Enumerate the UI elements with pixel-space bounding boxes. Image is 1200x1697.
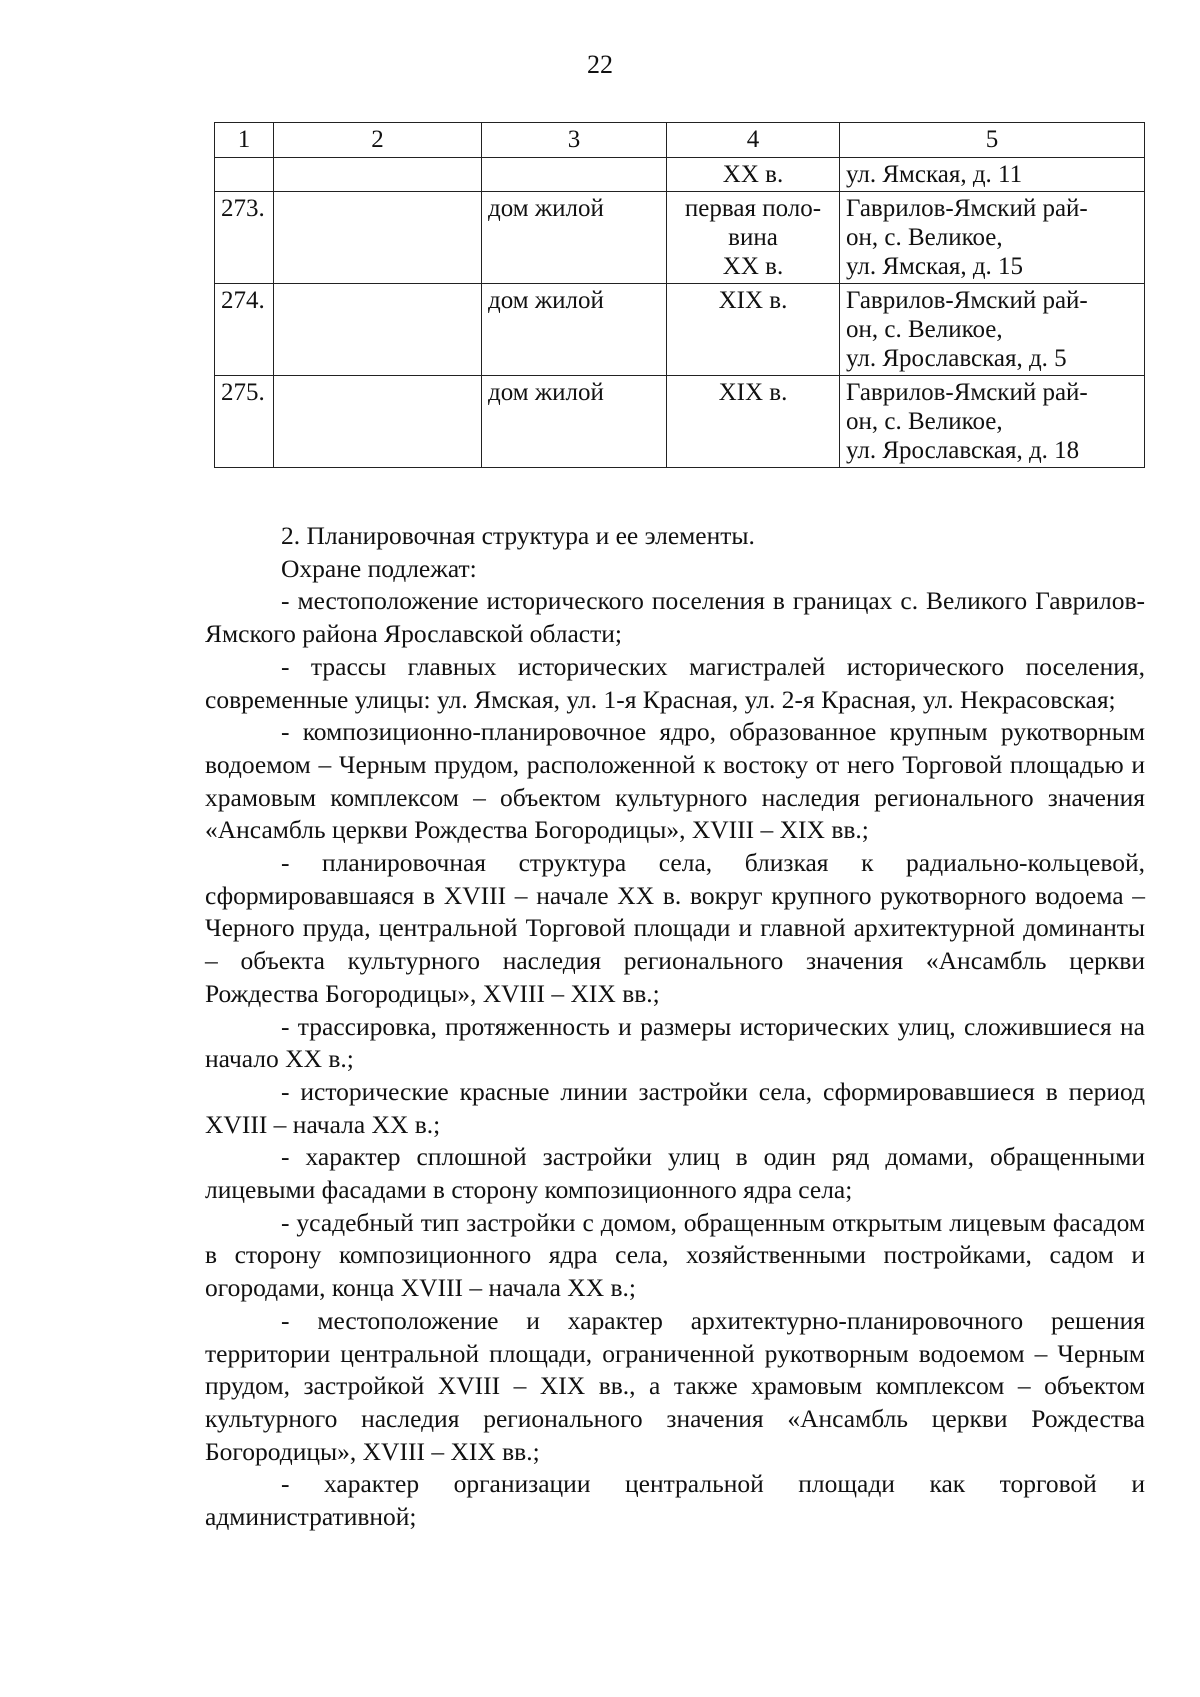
protected-element-item: - характер сплошной застройки улиц в один ряд домами, обращенными лицевыми фасадами в сторону композиционного ядра села; [205, 1142, 1145, 1205]
dating-cell [667, 192, 840, 284]
object-type-cell: дом жилой [482, 192, 667, 284]
address-cell [840, 158, 1145, 192]
table-header-row [215, 123, 1145, 158]
section-text [205, 520, 1145, 1534]
column-header-1: 1 [215, 123, 274, 158]
address-line: Гаврилов-Ямский рай- [846, 379, 1088, 406]
address-line: Гаврилов-Ямский рай- [846, 287, 1088, 314]
address-cell [840, 284, 1145, 376]
address-line: ул. Ямская, д. 11 [846, 161, 1023, 188]
table-row [215, 284, 1145, 376]
address-line: он, с. Великое, [846, 316, 1003, 343]
dating-cell [667, 158, 840, 192]
address-line: ул. Ярославская, д. 5 [846, 345, 1067, 372]
address-line: ул. Ярославская, д. 18 [846, 437, 1080, 464]
heritage-objects-table [214, 122, 1145, 468]
dating-line: первая поло- [684, 195, 822, 222]
dating-cell [667, 284, 840, 376]
column-header-3: 3 [482, 123, 667, 158]
object-type-cell [482, 158, 667, 192]
protected-element-item: - композиционно-планировочное ядро, образованное крупным рукотворным водоемом – Черным прудом, расположенной к востоку от него Торговой площадью и храмовым комплексом – объектом культурного наследия регионального значения «Ансамбль церкви Рождества Богородицы», XVIII – XIX вв.; [205, 717, 1145, 845]
protected-element-item: - исторические красные линии застройки села, сформировавшиеся в период XVIII – начала XX в.; [205, 1076, 1145, 1139]
address-line: он, с. Великое, [846, 224, 1003, 251]
column-header-2: 2 [274, 123, 482, 158]
dating-line: XX в. [722, 253, 784, 280]
protected-elements-list [205, 585, 1145, 1533]
address-line: ул. Ямская, д. 15 [846, 253, 1024, 280]
object-name-cell [274, 284, 482, 376]
address-line: Гаврилов-Ямский рай- [846, 195, 1088, 222]
object-name-cell [274, 192, 482, 284]
protected-element-item: - усадебный тип застройки с домом, обращенным открытым лицевым фасадом в сторону композиционного ядра села, хозяйственными постройками, садом и огородами, конца XVIII – начала XX в.; [205, 1207, 1145, 1303]
dating-line: XIX в. [718, 287, 788, 314]
column-header-4: 4 [667, 123, 840, 158]
protected-element-item: - трассы главных исторических магистралей исторического поселения, современные улицы: ул. Ямская, ул. 1-я Красная, ул. 2-я Красная, ул. Некрасовская; [205, 651, 1145, 714]
object-type-cell: дом жилой [482, 376, 667, 468]
row-number-cell: 274. [215, 284, 274, 376]
section-intro: Охране подлежат: [281, 553, 477, 583]
object-type-cell: дом жилой [482, 284, 667, 376]
table-row [215, 376, 1145, 468]
protected-element-item: - местоположение и характер архитектурно-планировочного решения территории центральной площади, ограниченной рукотворным водоемом – Черным прудом, застройкой XVIII – XIX вв., а также храмовым комплексом – объектом культурного наследия регионального значения «Ансамбль церкви Рождества Богородицы», XVIII – XIX вв.; [205, 1305, 1145, 1466]
protected-element-item: - характер организации центральной площади как торговой и административной; [205, 1469, 1145, 1532]
address-cell [840, 376, 1145, 468]
dating-line: вина [728, 224, 778, 251]
table-row [215, 158, 1145, 192]
row-number-cell: 275. [215, 376, 274, 468]
dating-line: XIX в. [718, 379, 788, 406]
table-row [215, 192, 1145, 284]
dating-line: XX в. [722, 161, 784, 188]
column-header-5: 5 [840, 123, 1145, 158]
page-number: 22 [587, 50, 613, 79]
protected-element-item: - трассировка, протяженность и размеры исторических улиц, сложившиеся на начало XX в.; [205, 1011, 1145, 1074]
object-name-cell [274, 158, 482, 192]
address-cell [840, 192, 1145, 284]
protected-element-item: - планировочная структура села, близкая к радиально-кольцевой, сформировавшаяся в XVIII – начале XX в. вокруг крупного рукотворного водоема – Черного пруда, центральной Торговой площади и главной архитектурной доминанты – объекта культурного наследия регионального значения «Ансамбль церкви Рождества Богородицы», XVIII – XIX вв.; [205, 848, 1145, 1008]
row-number-cell [215, 158, 274, 192]
row-number-cell: 273. [215, 192, 274, 284]
dating-cell [667, 376, 840, 468]
protected-element-item: - местоположение исторического поселения в границах с. Великого Гаврилов-Ямского района Ярославской области; [205, 586, 1145, 649]
object-name-cell [274, 376, 482, 468]
section-heading: 2. Планировочная структура и ее элементы. [281, 521, 755, 550]
address-line: он, с. Великое, [846, 408, 1003, 435]
